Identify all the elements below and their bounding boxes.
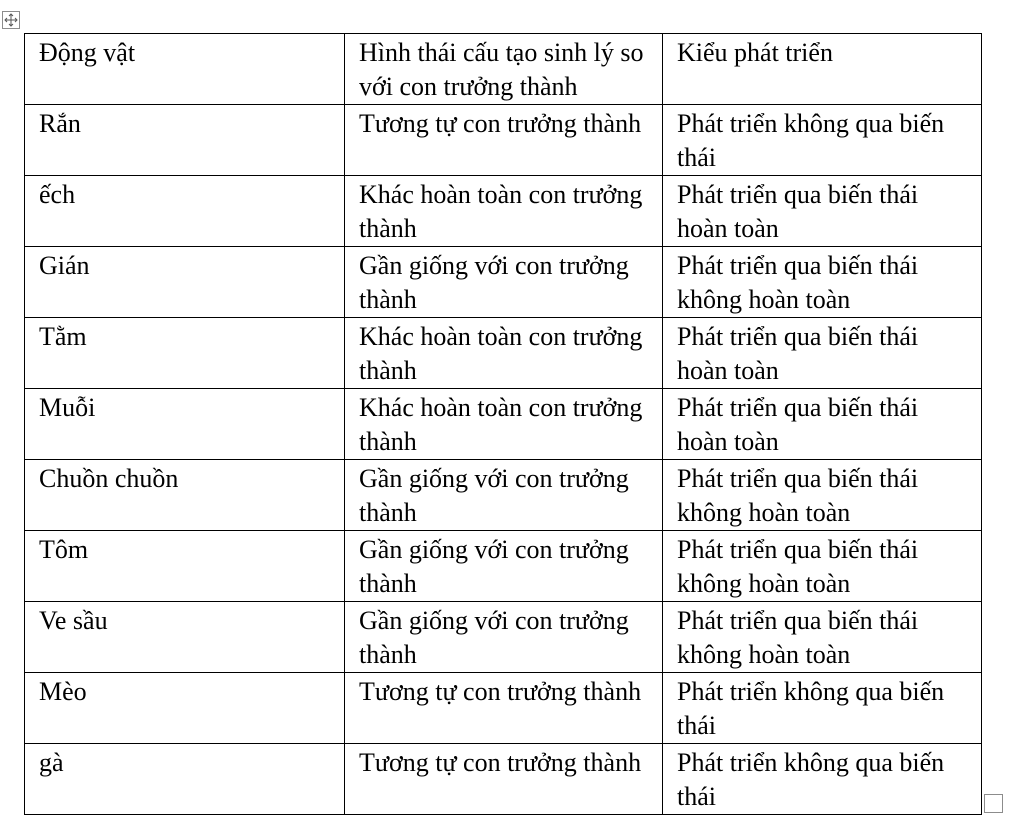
cell-animal[interactable]: Mèo [25, 673, 345, 744]
table-row [25, 105, 982, 176]
table-row [25, 531, 982, 602]
table-resize-icon[interactable] [984, 794, 1003, 813]
table-row [25, 176, 982, 247]
cell-animal[interactable]: Tằm [25, 318, 345, 389]
cell-animal[interactable]: Chuồn chuồn [25, 460, 345, 531]
cell-animal[interactable]: Ve sầu [25, 602, 345, 673]
table-row [25, 247, 982, 318]
cell-animal[interactable]: Muỗi [25, 389, 345, 460]
cell-animal[interactable]: ếch [25, 176, 345, 247]
cell-development-type[interactable]: Phát triển qua biến thái không hoàn toàn [663, 602, 982, 673]
table-row [25, 389, 982, 460]
cell-development-type[interactable]: Phát triển không qua biến thái [663, 105, 982, 176]
header-animal[interactable]: Động vật [25, 34, 345, 105]
table-row [25, 602, 982, 673]
cell-morphology[interactable]: Tương tự con trưởng thành [345, 105, 663, 176]
cell-development-type[interactable]: Phát triển qua biến thái hoàn toàn [663, 176, 982, 247]
cell-morphology[interactable]: Tương tự con trưởng thành [345, 673, 663, 744]
animal-development-table [24, 33, 982, 815]
header-morphology[interactable]: Hình thái cấu tạo sinh lý so với con trưởng thành [345, 34, 663, 105]
cell-animal[interactable]: Gián [25, 247, 345, 318]
cell-development-type[interactable]: Phát triển qua biến thái hoàn toàn [663, 389, 982, 460]
cell-morphology[interactable]: Gần giống với con trưởng thành [345, 531, 663, 602]
cell-morphology[interactable]: Gần giống với con trưởng thành [345, 460, 663, 531]
cell-development-type[interactable]: Phát triển qua biến thái không hoàn toàn [663, 247, 982, 318]
cell-development-type[interactable]: Phát triển qua biến thái hoàn toàn [663, 318, 982, 389]
cell-morphology[interactable]: Khác hoàn toàn con trưởng thành [345, 176, 663, 247]
cell-development-type[interactable]: Phát triển không qua biến thái [663, 673, 982, 744]
header-development-type[interactable]: Kiểu phát triển [663, 34, 982, 105]
cell-morphology[interactable]: Khác hoàn toàn con trưởng thành [345, 318, 663, 389]
table-row [25, 673, 982, 744]
cell-morphology[interactable]: Tương tự con trưởng thành [345, 744, 663, 815]
table-move-icon[interactable] [2, 11, 20, 29]
table-row [25, 460, 982, 531]
cell-development-type[interactable]: Phát triển qua biến thái không hoàn toàn [663, 460, 982, 531]
move-arrows-icon [3, 12, 19, 28]
cell-animal[interactable]: Tôm [25, 531, 345, 602]
cell-morphology[interactable]: Khác hoàn toàn con trưởng thành [345, 389, 663, 460]
table-row [25, 318, 982, 389]
table-row [25, 744, 982, 815]
cell-development-type[interactable]: Phát triển qua biến thái không hoàn toàn [663, 531, 982, 602]
cell-animal[interactable]: Rắn [25, 105, 345, 176]
cell-animal[interactable]: gà [25, 744, 345, 815]
cell-morphology[interactable]: Gần giống với con trưởng thành [345, 247, 663, 318]
cell-morphology[interactable]: Gần giống với con trưởng thành [345, 602, 663, 673]
table-header-row [25, 34, 982, 105]
cell-development-type[interactable]: Phát triển không qua biến thái [663, 744, 982, 815]
